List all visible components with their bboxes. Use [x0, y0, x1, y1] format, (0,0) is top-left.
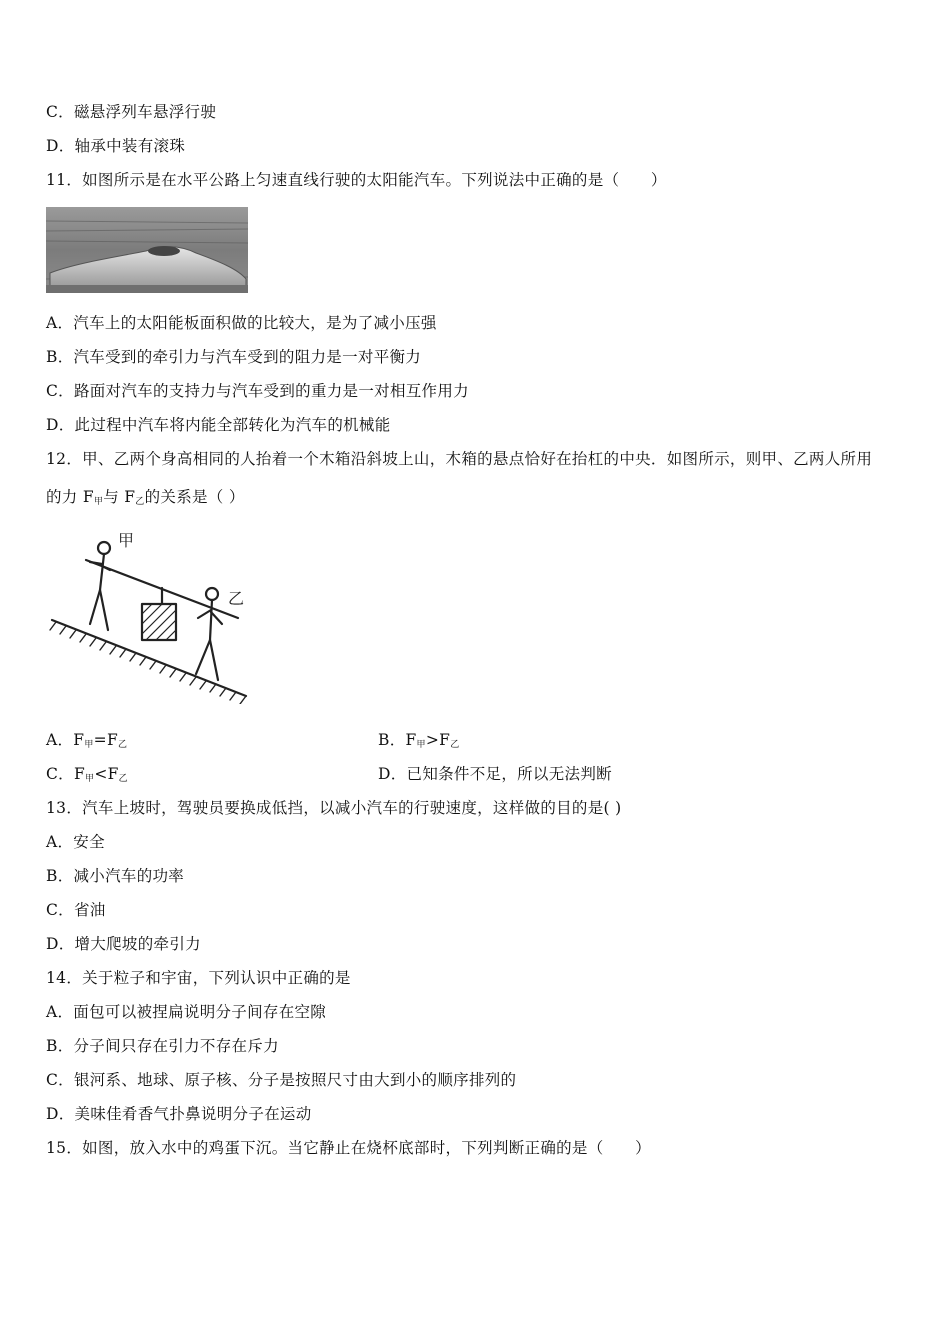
q14-stem: 14．关于粒子和宇宙，下列认识中正确的是: [46, 969, 351, 987]
q12-stem-line1: 12．甲、乙两个身高相同的人抬着一个木箱沿斜坡上山，木箱的悬点恰好在抬杠的中央．如图所示，则甲、乙两人所用: [46, 450, 873, 468]
q12-stem-part-b: 与 F: [103, 488, 136, 506]
person-yi: [196, 588, 222, 680]
q12-stem-line2: [46, 487, 245, 512]
q12-option-c-prefix: C．F: [46, 765, 86, 783]
q12-stem-sub-yi: 乙: [135, 497, 145, 507]
q11-option-b: B．汽车受到的牵引力与汽车受到的阻力是一对平衡力: [46, 348, 422, 366]
q12-option-c: [46, 764, 128, 789]
q12-option-c-sub-yi: 乙: [118, 774, 128, 784]
slope-hatching: [50, 622, 246, 704]
q12-option-b-sub-jia: 甲: [416, 740, 426, 750]
person-jia: [90, 542, 110, 630]
q12-option-a-mid: =F: [93, 731, 119, 749]
q13-option-b: B．减小汽车的功率: [46, 867, 185, 885]
q12-option-b-prefix: B．F: [378, 731, 417, 749]
q10-option-c: C．磁悬浮列车悬浮行驶: [46, 103, 217, 121]
q12-stem-sub-jia: 甲: [93, 497, 104, 507]
q12-stem-part-a: 的力 F: [46, 488, 94, 506]
q14-option-a: A．面包可以被捏扁说明分子间存在空隙: [46, 1003, 327, 1021]
label-yi: 乙: [228, 589, 245, 608]
q12-option-a: [46, 730, 127, 755]
q12-option-c-mid: <F: [94, 765, 119, 783]
q11-option-c: C．路面对汽车的支持力与汽车受到的重力是一对相互作用力: [46, 382, 469, 400]
q12-option-a-sub-yi: 乙: [118, 740, 128, 750]
q12-stem-part-c: 的关系是（ ）: [144, 488, 245, 506]
q12-option-c-sub-jia: 甲: [85, 774, 95, 784]
q12-option-b-sub-yi: 乙: [450, 740, 460, 750]
q11-option-d: D．此过程中汽车将内能全部转化为汽车的机械能: [46, 416, 391, 434]
q11-option-a: A．汽车上的太阳能板面积做的比较大，是为了减小压强: [46, 314, 437, 332]
box-hatching: [142, 604, 176, 640]
q13-option-d: D．增大爬坡的牵引力: [46, 935, 201, 953]
q12-option-d: D．已知条件不足，所以无法判断: [378, 765, 612, 783]
q13-option-c: C．省油: [46, 901, 106, 919]
q13-stem: 13．汽车上坡时，驾驶员要换成低挡，以减小汽车的行驶速度，这样做的目的是( ): [46, 799, 622, 817]
q12-option-a-sub-jia: 甲: [84, 740, 94, 750]
label-jia: 甲: [118, 531, 135, 550]
q11-stem: 11．如图所示是在水平公路上匀速直线行驶的太阳能汽车。下列说法中正确的是（ ）: [46, 171, 667, 189]
q13-option-a: A．安全: [46, 833, 105, 851]
q10-option-d: D．轴承中装有滚珠: [46, 137, 186, 155]
slope-line: [52, 620, 246, 696]
solar-car-canopy: [148, 246, 180, 256]
q14-option-b: B．分子间只存在引力不存在斥力: [46, 1037, 279, 1055]
q12-option-a-prefix: A．F: [46, 731, 85, 749]
q12-option-b-mid: >F: [425, 731, 451, 749]
q14-option-c: C．银河系、地球、原子核、分子是按照尺寸由大到小的顺序排列的: [46, 1071, 517, 1089]
road-surface: [46, 285, 248, 293]
q14-option-d: D．美味佳肴香气扑鼻说明分子在运动: [46, 1105, 312, 1123]
slope-carrying-diagram: [46, 528, 252, 704]
q15-stem: 15．如图，放入水中的鸡蛋下沉。当它静止在烧杯底部时，下列判断正确的是（ ）: [46, 1139, 651, 1157]
solar-car-photo: [46, 207, 248, 293]
q12-option-b: [378, 730, 460, 755]
